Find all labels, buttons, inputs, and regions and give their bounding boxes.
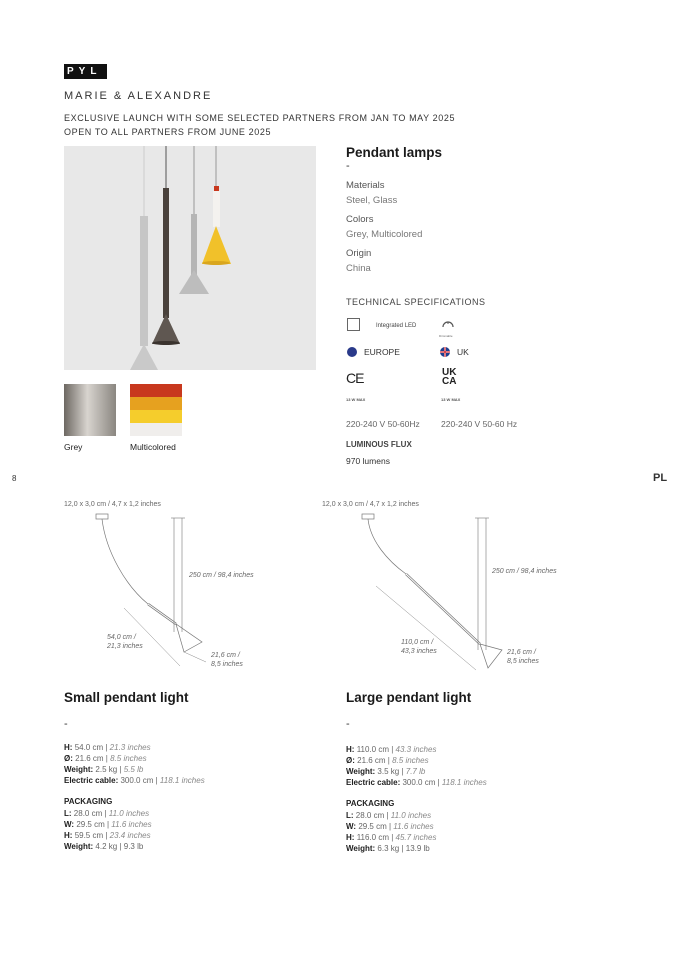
swatch-multicolored[interactable] xyxy=(130,384,182,441)
large-pack-width-row: W: 29.5 cm | 11.6 inches xyxy=(346,822,434,831)
origin-label: Origin xyxy=(346,248,372,259)
luminous-flux-value: 970 lumens xyxy=(346,456,390,466)
small-packaging-specs xyxy=(64,808,152,852)
small-cable-row: Electric cable: 300.0 cm | 118.1 inches xyxy=(64,776,205,785)
large-shade-dim-in: 8,5 inches xyxy=(507,658,539,665)
large-length-dim-cm: 110,0 cm / xyxy=(401,639,434,646)
small-pack-height-row: H: 59.5 cm | 23.4 inches xyxy=(64,831,151,840)
large-pendant-specs xyxy=(346,744,487,788)
small-shade-dim xyxy=(211,651,243,669)
small-pack-weight-row: Weight: 4.2 kg | 9.3 lb xyxy=(64,842,144,851)
small-packaging-title: PACKAGING xyxy=(64,797,113,806)
small-length-dim xyxy=(107,633,143,651)
large-shade-dim-cm: 21,6 cm / xyxy=(507,649,536,656)
materials-label: Materials xyxy=(346,180,385,191)
multicolored-finish-swatch xyxy=(130,384,182,436)
brand-logo: PYL xyxy=(64,64,107,79)
small-canopy-dim: 12,0 x 3,0 cm / 4,7 x 1,2 inches xyxy=(64,501,161,508)
brand-mark: PL xyxy=(653,472,668,484)
page-number: 8 xyxy=(12,474,17,483)
small-pack-width-row: W: 29.5 cm | 11.6 inches xyxy=(64,820,152,829)
small-cable-dim xyxy=(189,571,254,580)
ukca-mark: UK CA xyxy=(442,367,457,387)
product-title: Pendant lamps xyxy=(346,145,443,160)
large-length-dim-in: 43,3 inches xyxy=(401,648,437,655)
large-packaging-title: PACKAGING xyxy=(346,799,395,808)
large-height-row: H: 110.0 cm | 43.3 inches xyxy=(346,745,437,754)
large-weight-row: Weight: 3.5 kg | 7.7 lb xyxy=(346,767,426,776)
product-photo xyxy=(64,146,316,370)
small-pendant-specs xyxy=(64,742,205,786)
large-shade-dim xyxy=(507,648,539,666)
small-length-dim-cm: 54,0 cm / xyxy=(107,634,136,641)
voltage-eu: 220-240 V 50-60Hz xyxy=(346,419,420,429)
large-packaging-specs xyxy=(346,810,436,854)
europe-label: EUROPE xyxy=(364,347,400,357)
dimmable-label: Dimmable xyxy=(439,334,453,338)
ce-mark: CE xyxy=(346,370,364,386)
eu-flag-icon xyxy=(347,347,357,357)
swatch-grey[interactable] xyxy=(64,384,116,441)
uk-label: UK xyxy=(457,347,469,357)
tech-specs-title: TECHNICAL SPECIFICATIONS xyxy=(346,297,486,307)
max-wattage-badge-eu: 13 W MAX xyxy=(346,397,366,402)
small-diameter-row: Ø: 21.6 cm | 8.5 inches xyxy=(64,754,147,763)
small-pack-length-row: L: 28.0 cm | 11.0 inches xyxy=(64,809,150,818)
pendant-lamps-illustration xyxy=(64,146,316,370)
uk-flag-icon xyxy=(440,347,450,357)
large-cable-dim xyxy=(492,567,557,576)
small-shade-dim-cm: 21,6 cm / xyxy=(211,652,240,659)
product-dash: - xyxy=(346,160,350,172)
small-pendant-dash: - xyxy=(64,718,68,730)
small-height-row: H: 54.0 cm | 21.3 inches xyxy=(64,743,151,752)
small-shade-dim-in: 8,5 inches xyxy=(211,661,243,668)
luminous-flux-label: LUMINOUS FLUX xyxy=(346,440,412,449)
large-pendant-dash: - xyxy=(346,718,350,730)
large-pack-weight-row: Weight: 6.3 kg | 13.9 lb xyxy=(346,844,430,853)
voltage-uk: 220-240 V 50-60 Hz xyxy=(441,419,518,429)
large-pendant-title: Large pendant light xyxy=(346,690,472,705)
large-cable-dim-value: 250 cm / 98,4 inches xyxy=(492,568,557,575)
materials-value: Steel, Glass xyxy=(346,195,398,206)
designer-name: MARIE & ALEXANDRE xyxy=(64,90,213,102)
integrated-led-label: Integrated LED xyxy=(376,323,417,329)
small-cable-dim-value: 250 cm / 98,4 inches xyxy=(189,572,254,579)
colors-label: Colors xyxy=(346,214,374,225)
large-length-dim xyxy=(401,638,437,656)
swatch-grey-label: Grey xyxy=(64,442,83,452)
small-pendant-title: Small pendant light xyxy=(64,690,189,705)
origin-value: China xyxy=(346,263,371,274)
small-weight-row: Weight: 2.5 kg | 5.5 lb xyxy=(64,765,144,774)
large-pack-height-row: H: 116.0 cm | 45.7 inches xyxy=(346,833,437,842)
small-length-dim-in: 21,3 inches xyxy=(107,643,143,650)
integrated-led-icon xyxy=(347,318,360,331)
launch-note xyxy=(64,111,455,139)
launch-line-2: OPEN TO ALL PARTNERS FROM JUNE 2025 xyxy=(64,127,272,137)
large-pack-length-row: L: 28.0 cm | 11.0 inches xyxy=(346,811,432,820)
swatch-multicolored-label: Multicolored xyxy=(130,442,176,452)
large-canopy-dim: 12,0 x 3,0 cm / 4,7 x 1,2 inches xyxy=(322,501,419,508)
dimmable-icon xyxy=(440,318,456,334)
small-dimension-drawing xyxy=(64,512,264,672)
max-wattage-badge-uk: 13 W MAX xyxy=(441,397,461,402)
large-diameter-row: Ø: 21.6 cm | 8.5 inches xyxy=(346,756,429,765)
grey-finish-swatch xyxy=(64,384,116,436)
large-cable-row: Electric cable: 300.0 cm | 118.1 inches xyxy=(346,778,487,787)
launch-line-1: EXCLUSIVE LAUNCH WITH SOME SELECTED PARTNERS FROM JAN TO MAY 2025 xyxy=(64,113,456,123)
colors-value: Grey, Multicolored xyxy=(346,229,423,240)
